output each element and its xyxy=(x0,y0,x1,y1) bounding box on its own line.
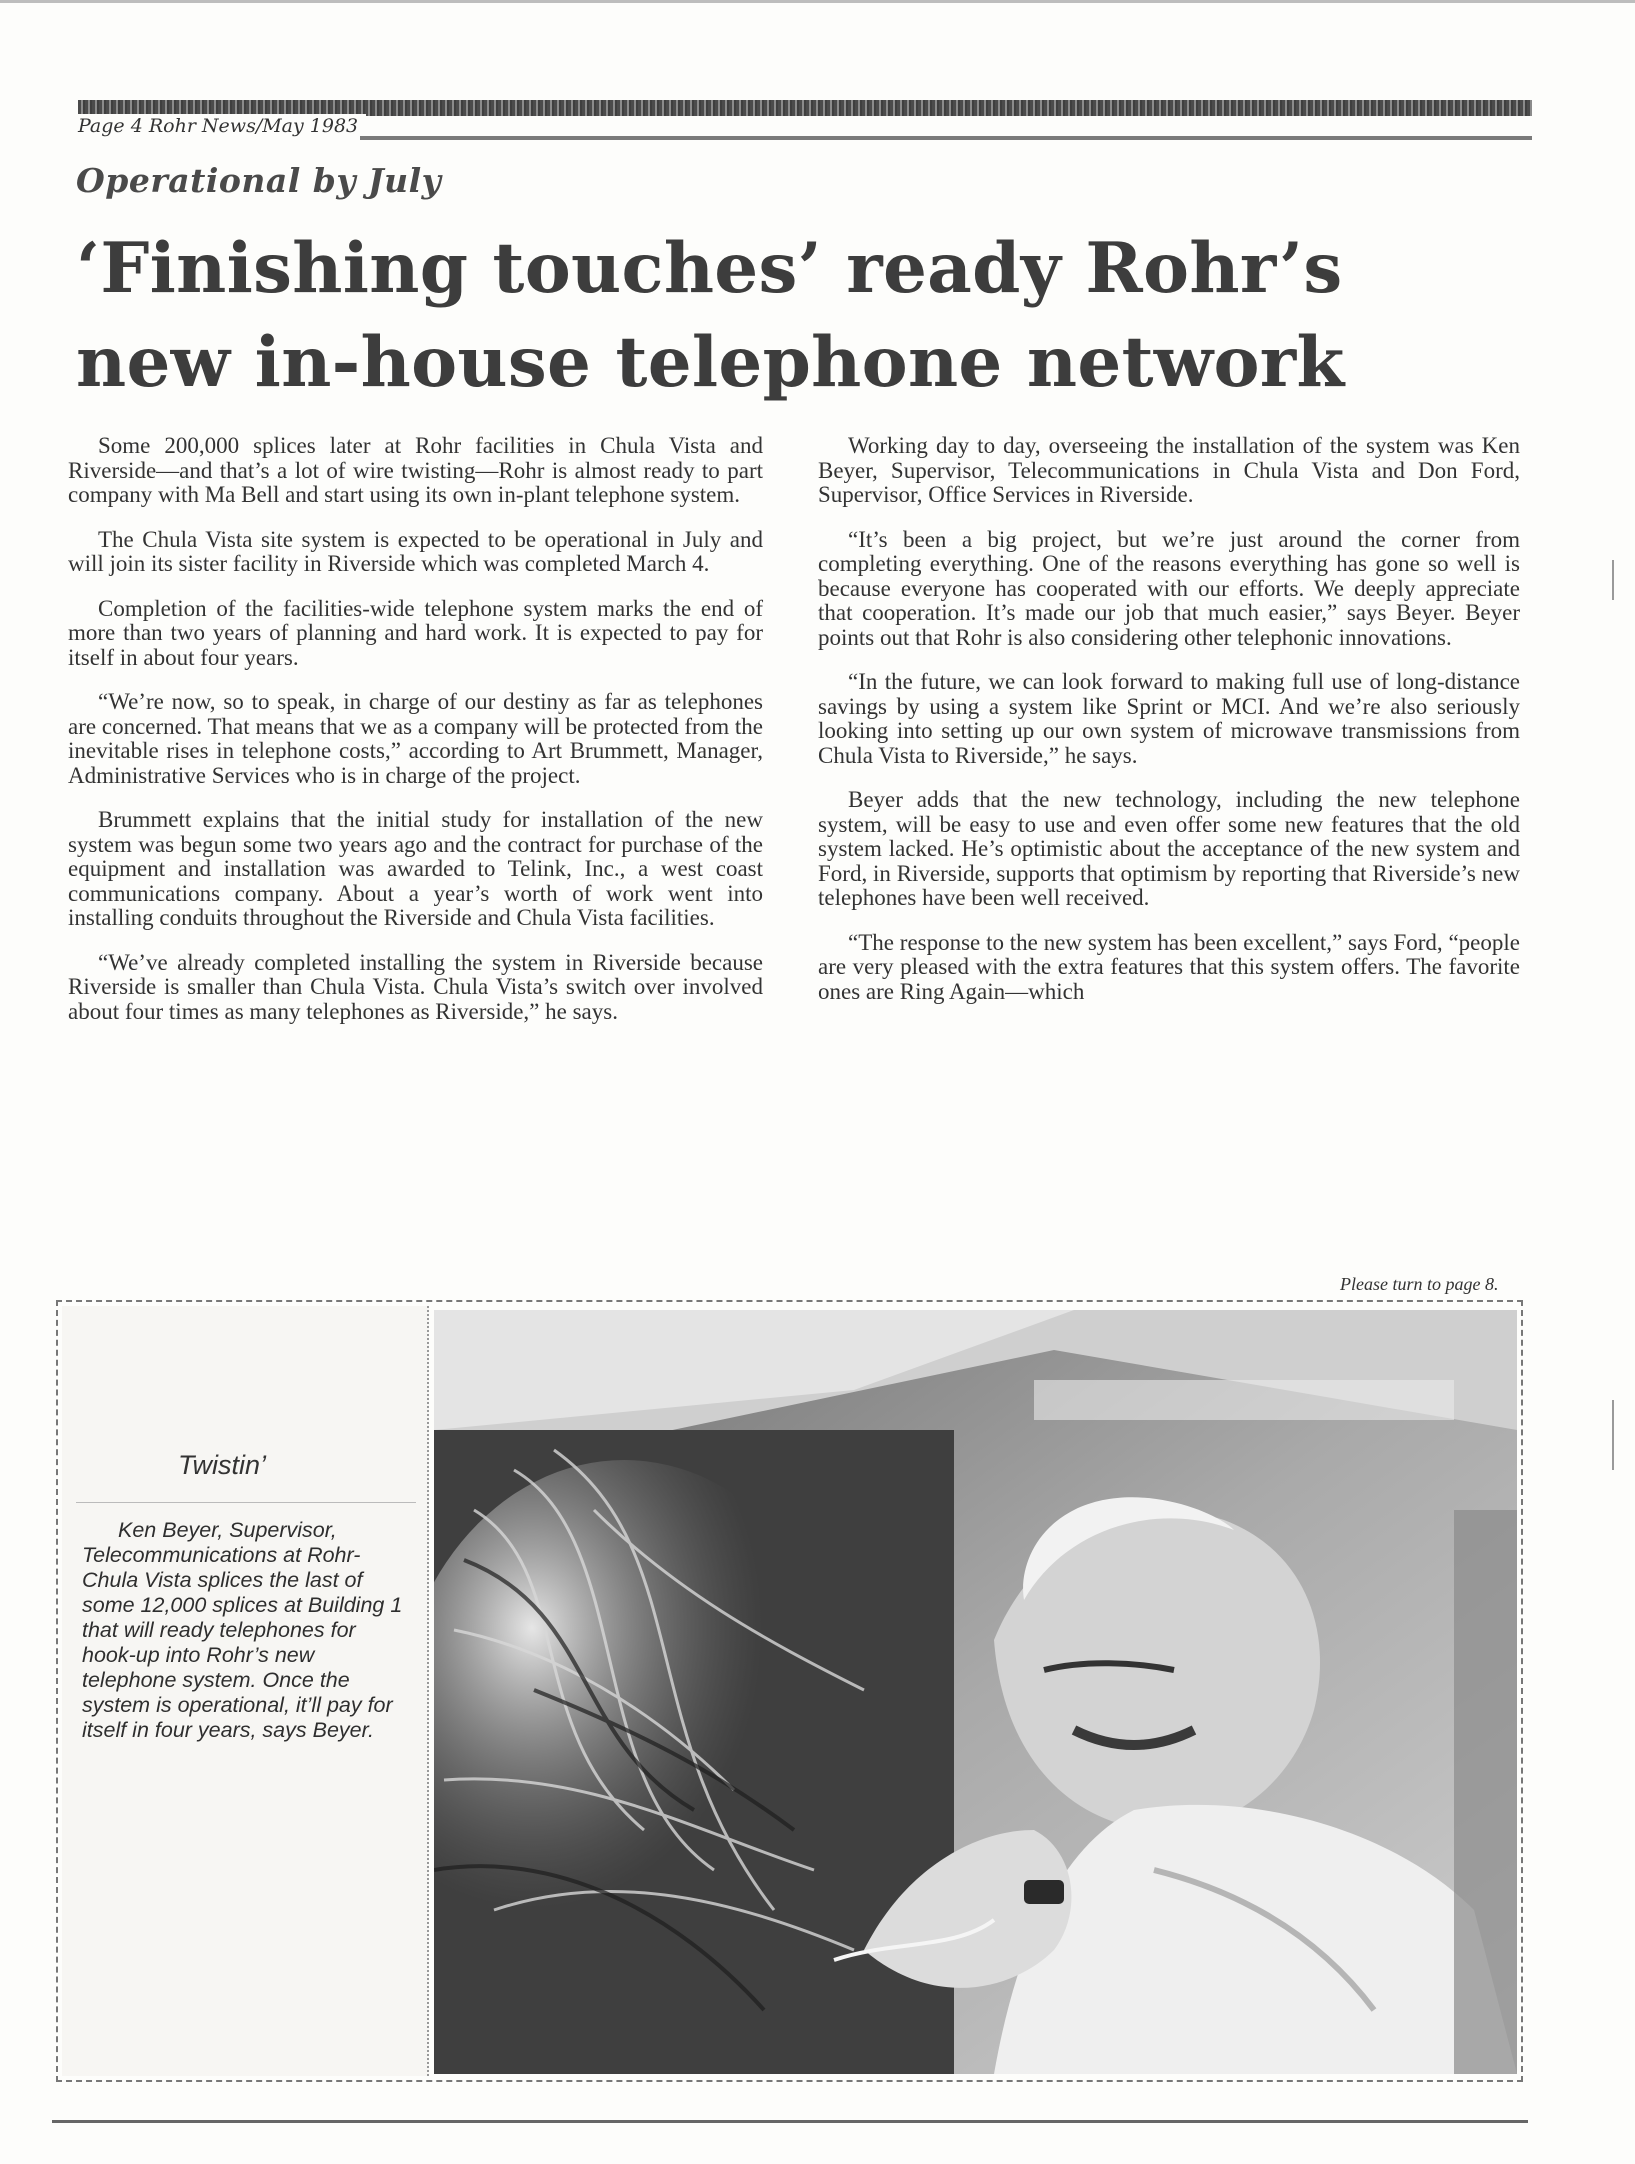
paragraph: Some 200,000 splices later at Rohr facilities in Chula Vista and Riverside—and that’s a lot of wire twisting—Rohr is almost ready to part company with Ma Bell and start using its own in-plant telephone system. xyxy=(68,433,763,507)
news-photo xyxy=(434,1310,1517,2074)
paragraph: Brummett explains that the initial study for installation of the new system was begun some two years ago and the contract for purchase of the equipment and installation was awarded to Telink, Inc., a west coast communications company. About a year’s worth of work went into installing conduits throughout the Riverside and Chula Vista facilities. xyxy=(68,807,763,930)
scan-edge-mark xyxy=(1612,560,1614,600)
paragraph: The Chula Vista site system is expected to be operational in July and will join its sister facility in Riverside which was completed March 4. xyxy=(68,526,763,576)
paragraph: “We’ve already completed installing the system in Riverside because Riverside is smaller than Chula Vista. Chula Vista’s switch over involved about four times as many telephones as Riverside,” he says. xyxy=(68,949,763,1024)
caption-text: Ken Beyer, Supervisor, Telecommunications at Rohr-Chula Vista splices the last of some 12,000 splices at Building 1 that will ready telephones for hook-up into Rohr’s new telephone system. Once the system is operational, it’ll pay for itself in four years, says Beyer. xyxy=(82,1518,403,1742)
caption-title: Twistin’ xyxy=(178,1450,267,1480)
paragraph: Working day to day, overseeing the installation of the system was Ken Beyer, Supervisor, Telecommunications in Chula Vista and Don Ford, Supervisor, Office Services in Riverside. xyxy=(818,433,1520,507)
left-column xyxy=(68,434,763,1044)
bottom-rule xyxy=(52,2120,1528,2123)
paragraph: “It’s been a big project, but we’re just around the corner from completing everything. One of the reasons everything has gone so well is because everyone has cooperated with our efforts. We deeply appreciate that cooperation. It’s made our job that much easier,” says Beyer. Beyer points out that Rohr is also considering other telephonic innovations. xyxy=(818,526,1520,650)
scan-edge-mark xyxy=(1612,1400,1614,1470)
photo-illustration xyxy=(434,1310,1517,2074)
paragraph: “We’re now, so to speak, in charge of our destiny as far as telephones are concerned. That means that we as a company will be protected from the inevitable rises in telephone costs,” according to Art Brummett, Manager, Administrative Services who is in charge of the project. xyxy=(68,689,763,788)
paragraph: “In the future, we can look forward to making full use of long-distance savings by using a system like Sprint or MCI. And we’re also seriously looking into setting up our own system of microwave transmissions from Chula Vista to Riverside,” he says. xyxy=(818,669,1520,768)
paragraph: Beyer adds that the new technology, including the new telephone system, will be easy to use and even offer some new features that the old system lacked. He’s optimistic about the acceptance of the new system and Ford, in Riverside, supports that optimism by reporting that Riverside’s new telephones have been well received. xyxy=(818,787,1520,910)
article-headline: ‘Finishing touches’ ready Rohr’s new in-house telephone network xyxy=(76,228,1345,403)
continued-line: Please turn to page 8. xyxy=(1340,1274,1499,1294)
paragraph: Completion of the facilities-wide telephone system marks the end of more than two years of planning and hard work. It is expected to pay for itself in about four years. xyxy=(68,595,763,670)
header-rule xyxy=(360,136,1532,140)
caption-rule xyxy=(76,1502,416,1503)
scan-top-edge xyxy=(0,0,1635,3)
paragraph: “The response to the new system has been excellent,” says Ford, “people are very pleased with the extra features that this system offers. The favorite ones are Ring Again—which xyxy=(818,929,1520,1004)
article-kicker: Operational by July xyxy=(76,161,442,200)
right-column xyxy=(818,434,1520,1024)
page-header: Page 4 Rohr News/May 1983 xyxy=(78,114,366,138)
